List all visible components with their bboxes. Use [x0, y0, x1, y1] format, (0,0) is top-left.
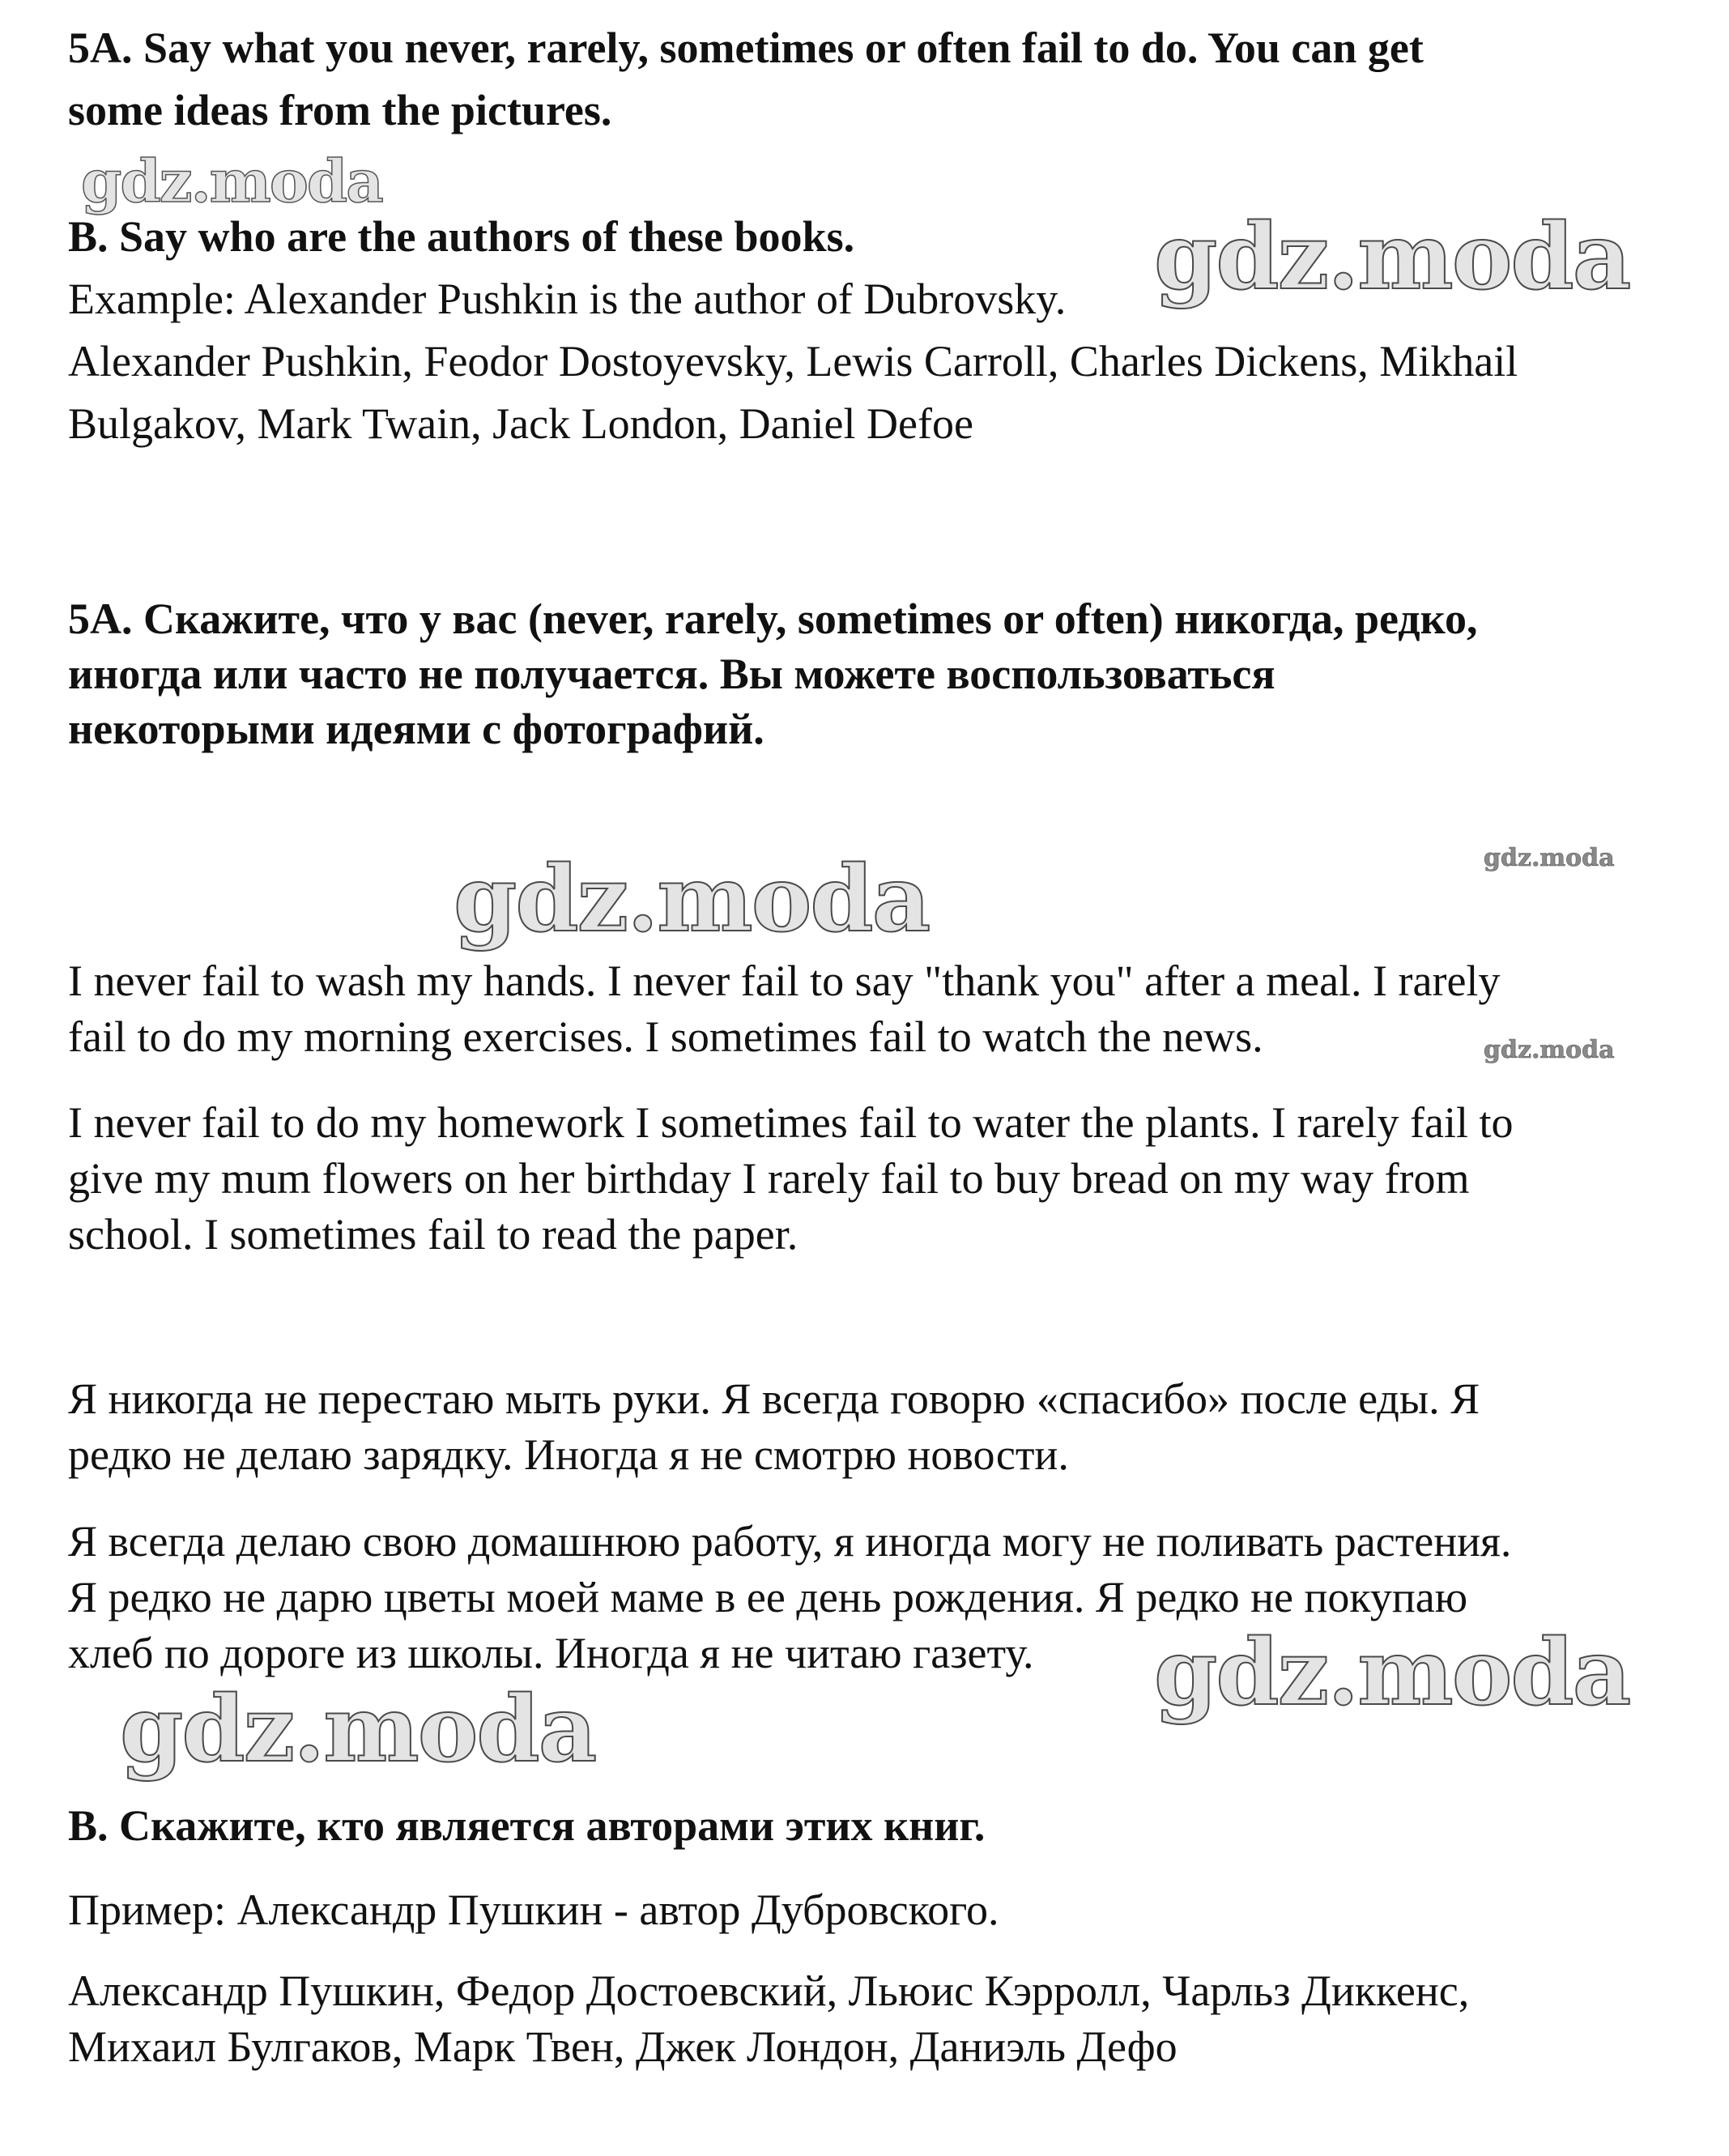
task-b-example: Example: Alexander Pushkin is the author of Dubrovsky. [68, 275, 1067, 323]
authors-line: Александр Пушкин, Федор Достоевский, Льюис Кэрролл, Чарльз Диккенс, [68, 1966, 1470, 2015]
authors-line: Alexander Pushkin, Feodor Dostoyevsky, Lewis Carroll, Charles Dickens, Mikhail [68, 337, 1518, 386]
answer-line: I never fail to wash my hands. I never fail to say "thank you" after a meal. I rarely [68, 957, 1501, 1005]
heading-line: 5A. Скажите, что у вас (never, rarely, sometimes or often) никогда, редко, [68, 594, 1478, 643]
task-5a-heading-ru [68, 591, 1688, 756]
task-b-example-ru: Пример: Александр Пушкин - автор Дубровского. [68, 1885, 999, 1934]
answer-line: Я редко не дарю цветы моей маме в ее день рождения. Я редко не покупаю [68, 1573, 1468, 1621]
answer-line: Я всегда делаю свою домашнюю работу, я иногда могу не поливать растения. [68, 1517, 1512, 1566]
watermark-logo: gdz.moda [1484, 844, 1615, 872]
heading-line: некоторыми идеями с фотографий. [68, 705, 764, 753]
task-b-heading: B. Say who are the authors of these books. [68, 212, 855, 261]
answer-line: I never fail to do my homework I sometimes fail to water the plants. I rarely fail to [68, 1098, 1514, 1147]
watermark-logo: gdz.moda [1154, 1620, 1630, 1726]
task-5a-heading [68, 17, 1688, 142]
heading-line: some ideas from the pictures. [68, 86, 612, 134]
authors-line: Михаил Булгаков, Марк Твен, Джек Лондон, Даниэль Дефо [68, 2022, 1178, 2071]
heading-line: иногда или часто не получается. Вы можете воспользоваться [68, 650, 1275, 698]
heading-line: 5A. Say what you never, rarely, sometimes or often fail to do. You can get [68, 23, 1424, 72]
task-b-heading-ru: B. Скажите, кто является авторами этих книг. [68, 1801, 986, 1850]
answer-paragraph-ru-2 [68, 1514, 1688, 1681]
watermark-logo: gdz.moda [1154, 204, 1630, 310]
watermark-logo: gdz.moda [81, 147, 382, 215]
answer-line: Я никогда не перестаю мыть руки. Я всегда говорю «спасибо» после еды. Я [68, 1374, 1480, 1423]
answer-paragraph-en-2 [68, 1095, 1688, 1263]
answer-line: give my mum flowers on her birthday I rarely fail to buy bread on my way from [68, 1154, 1470, 1203]
answer-line: хлеб по дороге из школы. Иногда я не читаю газету. [68, 1629, 1034, 1677]
answer-paragraph-en-1 [68, 953, 1688, 1065]
watermark-logo: gdz.moda [120, 1677, 596, 1783]
answer-line: редко не делаю зарядку. Иногда я не смотрю новости. [68, 1430, 1069, 1479]
authors-line: Bulgakov, Mark Twain, Jack London, Daniel Defoe [68, 399, 973, 448]
task-b-authors-ru [68, 1963, 1688, 2075]
answer-paragraph-ru-1 [68, 1371, 1688, 1483]
answer-line: school. I sometimes fail to read the paper. [68, 1210, 798, 1259]
answer-line: fail to do my morning exercises. I sometimes fail to watch the news. [68, 1012, 1263, 1061]
task-b-authors [68, 330, 1688, 455]
watermark-logo: gdz.moda [454, 846, 930, 952]
watermark-logo: gdz.moda [1484, 1036, 1615, 1064]
